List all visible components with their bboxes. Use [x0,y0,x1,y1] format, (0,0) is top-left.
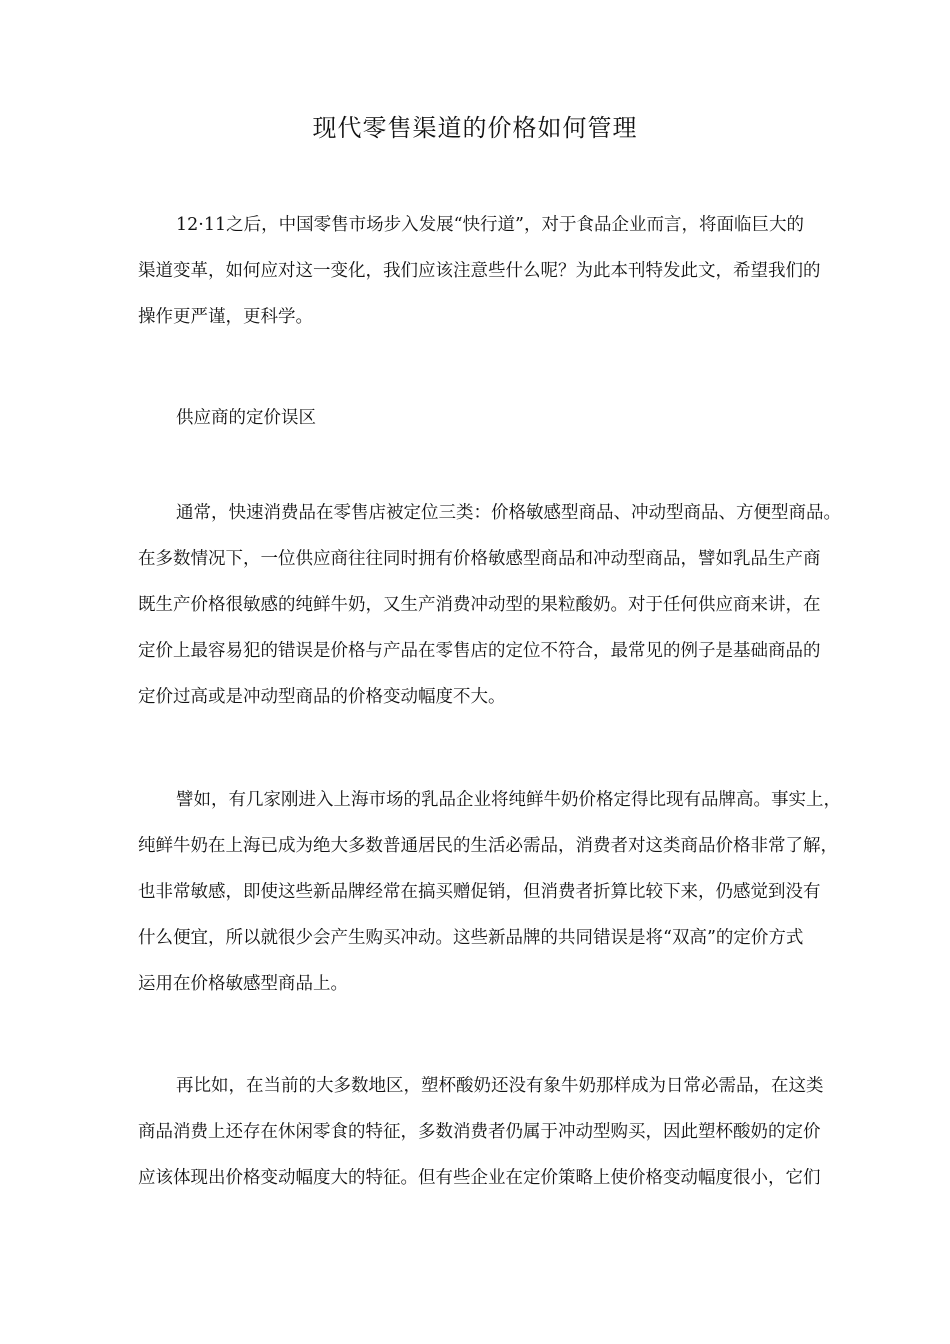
text-line: 12·11之后，中国零售市场步入发展“快行道”，对于食品企业而言，将面临巨大的 [176,215,804,235]
text-line: 什么便宜，所以就很少会产生购买冲动。这些新品牌的共同错误是将“双高”的定价方式 [138,928,804,948]
body-paragraph-2 [138,777,898,1007]
document-title: 现代零售渠道的价格如何管理 [312,114,638,142]
text-line: 譬如，有几家刚进入上海市场的乳品企业将纯鲜牛奶价格定得比现有品牌高。事实上， [176,790,841,810]
text-line: 既生产价格很敏感的纯鲜牛奶，又生产消费冲动型的果粒酸奶。对于任何供应商来讲，在 [138,595,821,615]
text-line: 通常，快速消费品在零售店被定位三类：价格敏感型商品、冲动型商品、方便型商品。 [176,503,841,523]
text-line: 定价过高或是冲动型商品的价格变动幅度不大。 [138,687,506,707]
text-line: 定价上最容易犯的错误是价格与产品在零售店的定位不符合，最常见的例子是基础商品的 [138,641,821,661]
text-line: 操作更严谨，更科学。 [138,307,313,327]
text-line: 应该体现出价格变动幅度大的特征。但有些企业在定价策略上使价格变动幅度很小，它们 [138,1168,821,1188]
section-heading: 供应商的定价误区 [176,408,316,428]
text-line: 运用在价格敏感型商品上。 [138,974,348,994]
text-line: 纯鲜牛奶在上海已成为绝大多数普通居民的生活必需品，消费者对这类商品价格非常了解， [138,836,838,856]
text-line: 渠道变革，如何应对这一变化，我们应该注意些什么呢？为此本刊特发此文，希望我们的 [138,261,821,281]
text-line: 商品消费上还存在休闲零食的特征，多数消费者仍属于冲动型购买，因此塑杯酸奶的定价 [138,1122,821,1142]
text-line: 也非常敏感，即使这些新品牌经常在搞买赠促销，但消费者折算比较下来，仍感觉到没有 [138,882,821,902]
text-line: 再比如，在当前的大多数地区，塑杯酸奶还没有象牛奶那样成为日常必需品，在这类 [176,1076,824,1096]
intro-paragraph [138,202,898,340]
body-paragraph-1 [138,490,898,720]
body-paragraph-3 [138,1063,898,1201]
text-line: 在多数情况下，一位供应商往往同时拥有价格敏感型商品和冲动型商品，譬如乳品生产商 [138,549,821,569]
